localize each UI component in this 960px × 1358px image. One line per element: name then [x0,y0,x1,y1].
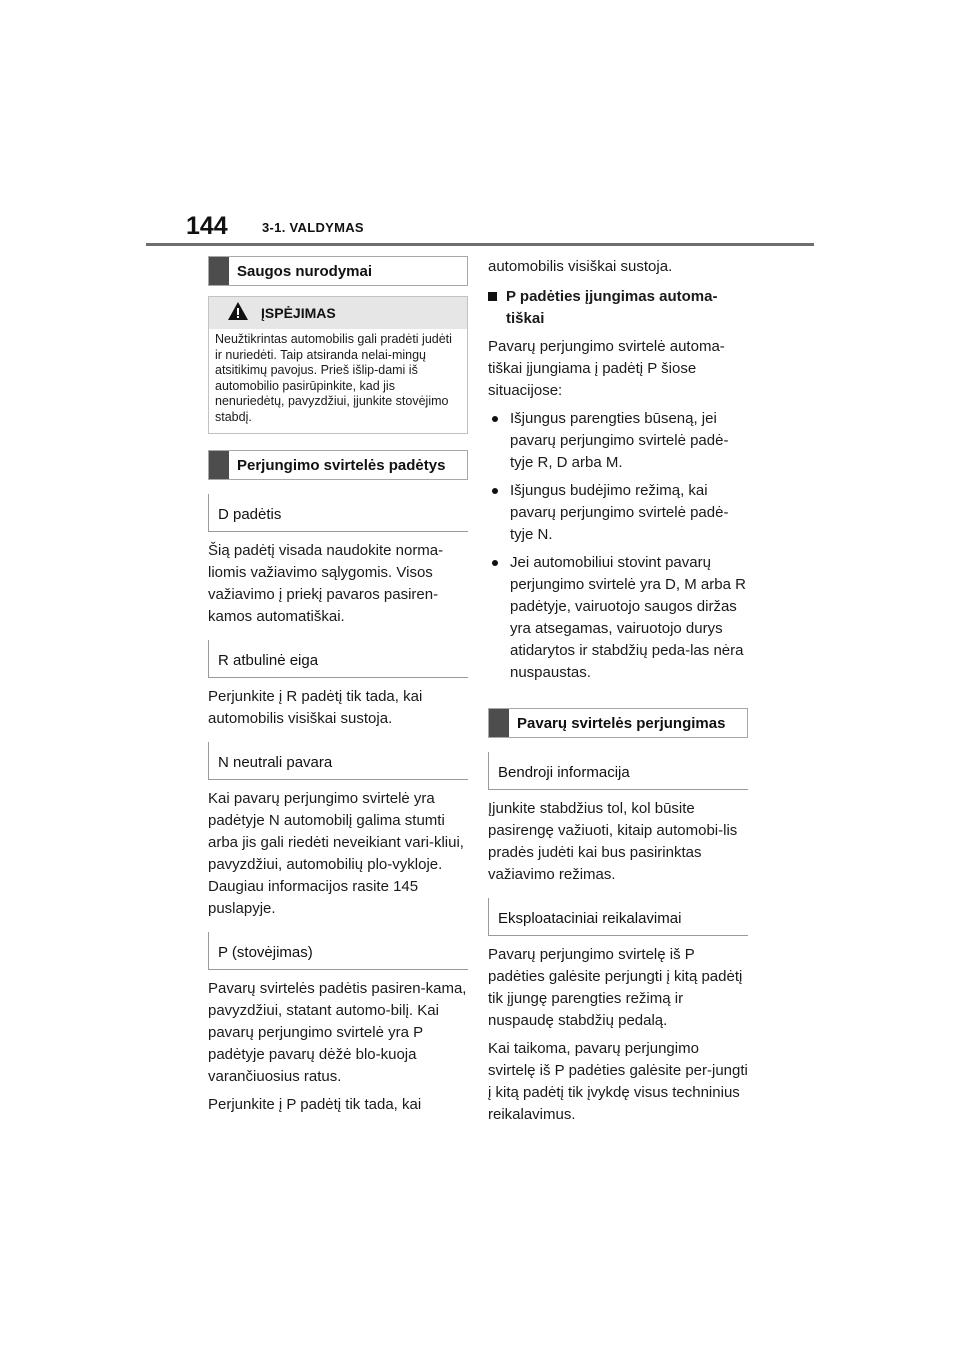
warning-box [208,296,468,434]
shifting-heading [488,708,748,738]
requirements-title: Eksploataciniai reikalavimai [488,898,748,936]
left-column [208,256,468,1116]
safety-heading [208,256,468,286]
square-bullet-icon [488,292,497,301]
r-position-title: R atbulinė eiga [208,640,468,678]
d-position-text: Šią padėtį visada naudokite norma-liomis važiavimo sąlygomis. Visos važiavimo į priekį pavaros pasiren-kamos automatiškai. [208,542,444,625]
warning-title: ĮSPĖJIMAS [261,305,336,321]
bullet-icon [492,560,498,566]
bullet-icon [492,416,498,422]
bullet-icon [492,488,498,494]
auto-p-heading-label: P padėties įjungimas automa-tiškai [506,288,718,327]
positions-heading [208,450,468,480]
r-position-text: Perjunkite į R padėtį tik tada, kai automobilis visiškai sustoja. [208,688,423,727]
shifting-heading-label: Pavarų svirtelės perjungimas [517,714,726,732]
list-item [488,480,748,546]
list-item [488,552,748,684]
header-divider [146,243,814,246]
n-position-title: N neutrali pavara [208,742,468,780]
list-item-text: Jei automobiliui stovint pavarų perjungimo svirtelė yra D, M arba R padėtyje, vairuotojo saugos diržas yra atsegamas, vairuotojo durys atidarytos ir stabdžių peda-las nėra nuspaustas. [510,554,746,681]
d-position-title: D padėtis [208,494,468,532]
p-position-text: Pavarų svirtelės padėtis pasiren-kama, pavyzdžiui, statant automo-bilį. Kai pavarų perjungimo svirtelė yra P padėtyje pavarų dėžė blo-kuoja varančiuosius ratus. [208,980,467,1085]
warning-text: Neužtikrintas automobilis gali pradėti judėti ir nuriedėti. Taip atsiranda nelai-mingų atsitikimų pavojus. Prieš išlip-dami iš automobilio pasirūpinkite, kad jis nenuriedėtų, pavyzdžiui, įjunkite stovėjimo stabdį. [215,332,452,424]
warning-header [209,297,467,329]
requirements-text-continued: Kai taikoma, pavarų perjungimo svirtelę iš P padėties galėsite per-jungti į kitą padėtį tik įvykdę visus techninius reikalavimus. [488,1040,748,1123]
safety-heading-label: Saugos nurodymai [237,262,373,280]
continuation-text: automobilis visiškai sustoja. [488,258,673,275]
heading-bar [209,257,229,285]
general-info-text: Įjunkite stabdžius tol, kol būsite pasirengę važiuoti, kitaip automobi-lis pradės judėti kai bus pasirinktas važiavimo režimas. [488,800,738,883]
right-column [488,256,748,1126]
p-position-text-continued: Perjunkite į P padėtį tik tada, kai [208,1096,422,1113]
p-position-title: P (stovėjimas) [208,932,468,970]
positions-heading-label: Perjungimo svirtelės padėtys [237,456,446,474]
section-title: 3-1. VALDYMAS [262,220,364,235]
page-number: 144 [186,212,228,240]
requirements-text: Pavarų perjungimo svirtelę iš P padėties galėsite perjungti į kitą padėtį tik įjungę parengties režimą ir nuspaudę stabdžių pedalą. [488,946,743,1029]
list-item-text: Išjungus budėjimo režimą, kai pavarų perjungimo svirtelė padė-tyje N. [510,482,729,543]
general-info-title: Bendroji informacija [488,752,748,790]
list-item-text: Išjungus parengties būseną, jei pavarų perjungimo svirtelė padė-tyje R, D arba M. [510,410,729,471]
auto-p-intro: Pavarų perjungimo svirtelė automa-tiškai įjungiama į padėtį P šiose situacijose: [488,338,725,399]
heading-bar [489,709,509,737]
n-position-text: Kai pavarų perjungimo svirtelė yra padėtyje N automobilį galima stumti arba jis gali riedėti neveikiant vari-kliui, pavyzdžiui, automobilių plo-vykloje. Daugiau informacijos rasite 145 puslapyje. [208,790,464,917]
warning-triangle-icon [227,301,249,326]
heading-bar [209,451,229,479]
auto-p-heading [488,286,748,330]
list-item [488,408,748,474]
